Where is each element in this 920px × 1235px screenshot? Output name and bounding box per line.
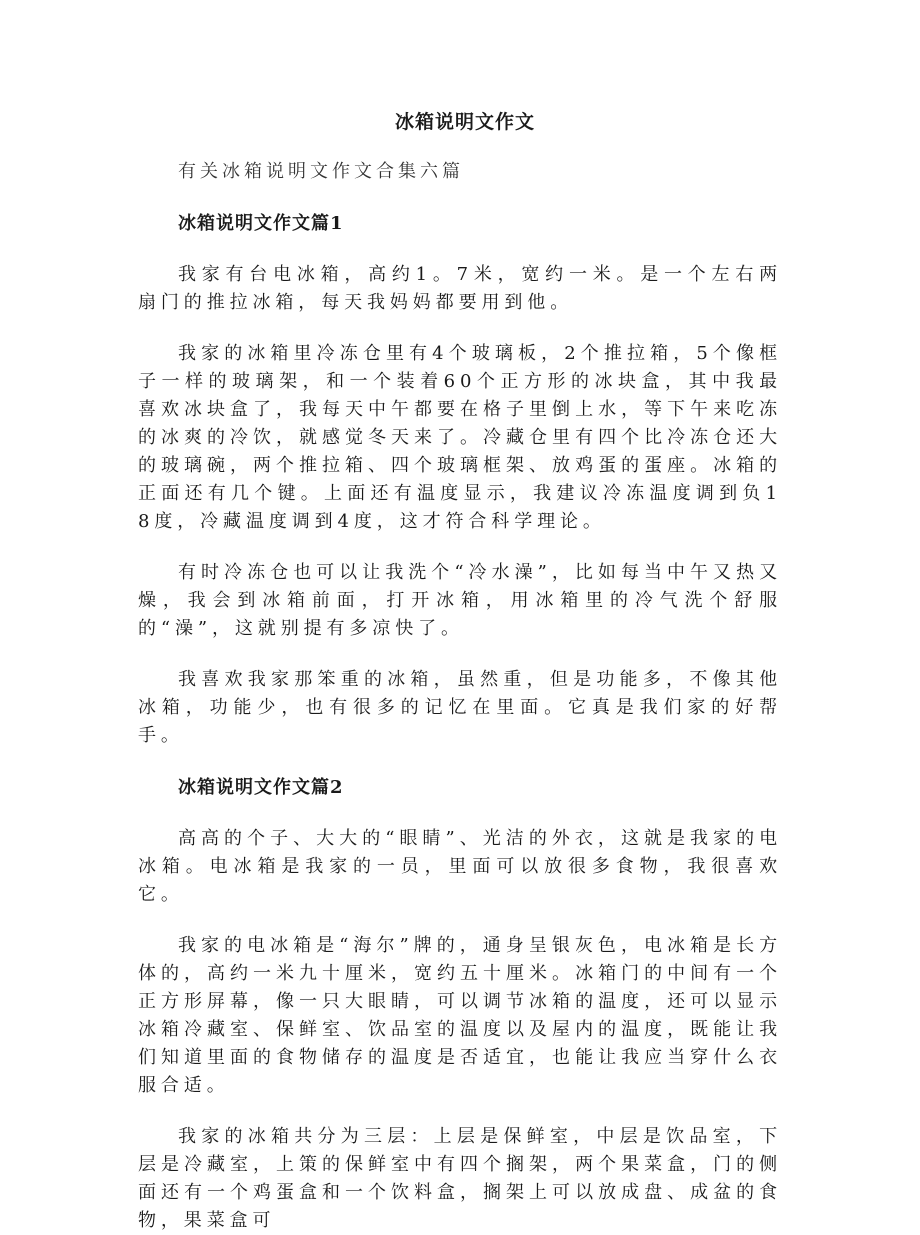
section-heading-1: 冰箱说明文作文篇1	[178, 213, 344, 234]
document-page	[138, 108, 782, 1235]
document-subtitle: 有关冰箱说明文作文合集六篇	[178, 161, 464, 182]
paragraph: 高高的个子、大大的“眼睛”、光洁的外衣，这就是我家的电冰箱。电冰箱是我家的一员，里面可以放很多食物，我很喜欢它。	[138, 828, 782, 905]
document-title: 冰箱说明文作文	[394, 111, 535, 133]
paragraph: 我家的冰箱共分为三层：上层是保鲜室，中层是饮品室，下层是冷藏室，上策的保鲜室中有四个搁架，两个果菜盒，门的侧面还有一个鸡蛋盒和一个饮料盒，搁架上可以放成盘、成盆的食物，果菜盒可	[138, 1126, 782, 1231]
section-heading-2: 冰箱说明文作文篇2	[178, 777, 344, 798]
paragraph: 我家有台电冰箱，高约1。7米，宽约一米。是一个左右两扇门的推拉冰箱，每天我妈妈都要用到他。	[138, 264, 782, 313]
paragraph: 我家的冰箱里冷冻仓里有4个玻璃板，2个推拉箱，5个像框子一样的玻璃架，和一个装着60个正方形的冰块盒，其中我最喜欢冰块盒了，我每天中午都要在格子里倒上水，等下午来吃冻的冰爽的冷饮，就感觉冬天来了。冷藏仓里有四个比冷冻仓还大的玻璃碗，两个推拉箱、四个玻璃框架、放鸡蛋的蛋座。冰箱的正面还有几个键。上面还有温度显示，我建议冷冻温度调到负18度，冷藏温度调到4度，这才符合科学理论。	[138, 343, 782, 532]
paragraph: 我家的电冰箱是“海尔”牌的，通身呈银灰色，电冰箱是长方体的，高约一米九十厘米，宽约五十厘米。冰箱门的中间有一个正方形屏幕，像一只大眼睛，可以调节冰箱的温度，还可以显示冰箱冷藏室、保鲜室、饮品室的温度以及屋内的温度，既能让我们知道里面的食物储存的温度是否适宜，也能让我应当穿什么衣服合适。	[138, 935, 782, 1096]
paragraph: 我喜欢我家那笨重的冰箱，虽然重，但是功能多，不像其他冰箱，功能少，也有很多的记忆在里面。它真是我们家的好帮手。	[138, 669, 782, 746]
paragraph: 有时冷冻仓也可以让我洗个“冷水澡”，比如每当中午又热又燥，我会到冰箱前面，打开冰箱，用冰箱里的冷气洗个舒服的“澡”，这就别提有多凉快了。	[138, 562, 782, 639]
